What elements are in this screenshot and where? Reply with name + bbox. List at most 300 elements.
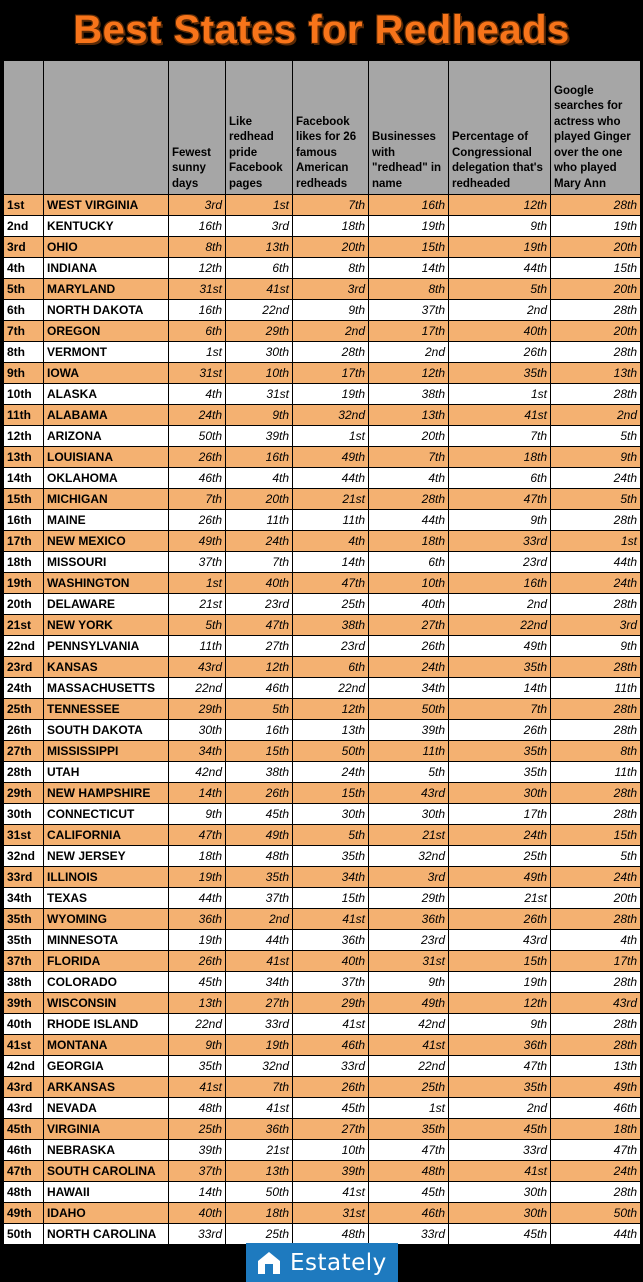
facebook-likes-cell: 15th <box>293 783 369 804</box>
sunny-days-cell: 4th <box>169 384 226 405</box>
congressional-cell: 22nd <box>449 615 551 636</box>
sunny-days-cell: 31st <box>169 363 226 384</box>
sunny-days-cell: 21st <box>169 594 226 615</box>
rank-cell: 40th <box>4 1014 44 1035</box>
state-cell: RHODE ISLAND <box>44 1014 169 1035</box>
businesses-cell: 27th <box>369 615 449 636</box>
google-searches-cell: 43rd <box>551 993 641 1014</box>
sunny-days-cell: 42nd <box>169 762 226 783</box>
google-searches-cell: 18th <box>551 1119 641 1140</box>
rank-cell: 50th <box>4 1224 44 1245</box>
header-google-searches: Google searches for actress who played Ginger over the one who played Mary Ann <box>551 61 641 195</box>
state-cell: SOUTH CAROLINA <box>44 1161 169 1182</box>
facebook-likes-cell: 40th <box>293 951 369 972</box>
table-row <box>4 1077 641 1098</box>
header-facebook-likes: Facebook likes for 26 famous American redheads <box>293 61 369 195</box>
google-searches-cell: 13th <box>551 1056 641 1077</box>
redhead-pride-cell: 12th <box>226 657 293 678</box>
redhead-pride-cell: 23rd <box>226 594 293 615</box>
google-searches-cell: 28th <box>551 1035 641 1056</box>
facebook-likes-cell: 36th <box>293 930 369 951</box>
sunny-days-cell: 11th <box>169 636 226 657</box>
rank-cell: 31st <box>4 825 44 846</box>
rank-cell: 47th <box>4 1161 44 1182</box>
google-searches-cell: 8th <box>551 741 641 762</box>
facebook-likes-cell: 50th <box>293 741 369 762</box>
google-searches-cell: 28th <box>551 720 641 741</box>
facebook-likes-cell: 37th <box>293 972 369 993</box>
google-searches-cell: 11th <box>551 762 641 783</box>
redhead-pride-cell: 10th <box>226 363 293 384</box>
google-searches-cell: 5th <box>551 489 641 510</box>
redhead-pride-cell: 27th <box>226 993 293 1014</box>
facebook-likes-cell: 26th <box>293 1077 369 1098</box>
google-searches-cell: 28th <box>551 594 641 615</box>
facebook-likes-cell: 24th <box>293 762 369 783</box>
state-cell: ALASKA <box>44 384 169 405</box>
sunny-days-cell: 37th <box>169 552 226 573</box>
congressional-cell: 21st <box>449 888 551 909</box>
rank-cell: 12th <box>4 426 44 447</box>
facebook-likes-cell: 49th <box>293 447 369 468</box>
businesses-cell: 34th <box>369 678 449 699</box>
header-redhead-pride: Like redhead pride Facebook pages <box>226 61 293 195</box>
sunny-days-cell: 48th <box>169 1098 226 1119</box>
state-cell: DELAWARE <box>44 594 169 615</box>
table-row <box>4 951 641 972</box>
google-searches-cell: 28th <box>551 804 641 825</box>
rank-cell: 34th <box>4 888 44 909</box>
businesses-cell: 6th <box>369 552 449 573</box>
google-searches-cell: 28th <box>551 195 641 216</box>
sunny-days-cell: 19th <box>169 930 226 951</box>
businesses-cell: 40th <box>369 594 449 615</box>
state-cell: WYOMING <box>44 909 169 930</box>
table-row <box>4 867 641 888</box>
businesses-cell: 48th <box>369 1161 449 1182</box>
sunny-days-cell: 14th <box>169 783 226 804</box>
state-cell: MONTANA <box>44 1035 169 1056</box>
facebook-likes-cell: 27th <box>293 1119 369 1140</box>
congressional-cell: 30th <box>449 1203 551 1224</box>
congressional-cell: 45th <box>449 1224 551 1245</box>
congressional-cell: 12th <box>449 993 551 1014</box>
congressional-cell: 19th <box>449 237 551 258</box>
rankings-table <box>3 60 641 1245</box>
google-searches-cell: 24th <box>551 867 641 888</box>
businesses-cell: 4th <box>369 468 449 489</box>
redhead-pride-cell: 16th <box>226 720 293 741</box>
congressional-cell: 33rd <box>449 531 551 552</box>
table-row <box>4 636 641 657</box>
state-cell: PENNSYLVANIA <box>44 636 169 657</box>
sunny-days-cell: 50th <box>169 426 226 447</box>
google-searches-cell: 50th <box>551 1203 641 1224</box>
redhead-pride-cell: 27th <box>226 636 293 657</box>
google-searches-cell: 17th <box>551 951 641 972</box>
table-row <box>4 489 641 510</box>
state-cell: VERMONT <box>44 342 169 363</box>
state-cell: ARIZONA <box>44 426 169 447</box>
congressional-cell: 41st <box>449 1161 551 1182</box>
businesses-cell: 32nd <box>369 846 449 867</box>
google-searches-cell: 28th <box>551 783 641 804</box>
header-rank <box>4 61 44 195</box>
google-searches-cell: 13th <box>551 363 641 384</box>
redhead-pride-cell: 36th <box>226 1119 293 1140</box>
rank-cell: 5th <box>4 279 44 300</box>
sunny-days-cell: 39th <box>169 1140 226 1161</box>
facebook-likes-cell: 44th <box>293 468 369 489</box>
sunny-days-cell: 16th <box>169 300 226 321</box>
redhead-pride-cell: 4th <box>226 468 293 489</box>
businesses-cell: 39th <box>369 720 449 741</box>
rank-cell: 30th <box>4 804 44 825</box>
google-searches-cell: 20th <box>551 279 641 300</box>
sunny-days-cell: 40th <box>169 1203 226 1224</box>
sunny-days-cell: 19th <box>169 867 226 888</box>
table-row <box>4 594 641 615</box>
table-row <box>4 510 641 531</box>
google-searches-cell: 28th <box>551 342 641 363</box>
redhead-pride-cell: 25th <box>226 1224 293 1245</box>
sunny-days-cell: 37th <box>169 1161 226 1182</box>
congressional-cell: 19th <box>449 972 551 993</box>
table-row <box>4 426 641 447</box>
table-row <box>4 237 641 258</box>
sunny-days-cell: 22nd <box>169 1014 226 1035</box>
state-cell: VIRGINIA <box>44 1119 169 1140</box>
facebook-likes-cell: 41st <box>293 1014 369 1035</box>
rank-cell: 45th <box>4 1119 44 1140</box>
redhead-pride-cell: 21st <box>226 1140 293 1161</box>
sunny-days-cell: 46th <box>169 468 226 489</box>
rank-cell: 43rd <box>4 1098 44 1119</box>
businesses-cell: 15th <box>369 237 449 258</box>
congressional-cell: 7th <box>449 426 551 447</box>
table-row <box>4 909 641 930</box>
state-cell: OKLAHOMA <box>44 468 169 489</box>
redhead-pride-cell: 39th <box>226 426 293 447</box>
redhead-pride-cell: 5th <box>226 699 293 720</box>
redhead-pride-cell: 41st <box>226 279 293 300</box>
state-cell: FLORIDA <box>44 951 169 972</box>
table-row <box>4 405 641 426</box>
facebook-likes-cell: 20th <box>293 237 369 258</box>
congressional-cell: 5th <box>449 279 551 300</box>
facebook-likes-cell: 6th <box>293 657 369 678</box>
table-row <box>4 720 641 741</box>
table-row <box>4 888 641 909</box>
google-searches-cell: 20th <box>551 237 641 258</box>
table-row <box>4 1140 641 1161</box>
rank-cell: 15th <box>4 489 44 510</box>
sunny-days-cell: 47th <box>169 825 226 846</box>
sunny-days-cell: 7th <box>169 489 226 510</box>
sunny-days-cell: 44th <box>169 888 226 909</box>
table-row <box>4 342 641 363</box>
state-cell: MASSACHUSETTS <box>44 678 169 699</box>
redhead-pride-cell: 30th <box>226 342 293 363</box>
sunny-days-cell: 26th <box>169 510 226 531</box>
congressional-cell: 7th <box>449 699 551 720</box>
redhead-pride-cell: 45th <box>226 804 293 825</box>
facebook-likes-cell: 41st <box>293 1182 369 1203</box>
facebook-likes-cell: 32nd <box>293 405 369 426</box>
state-cell: IOWA <box>44 363 169 384</box>
businesses-cell: 24th <box>369 657 449 678</box>
state-cell: MICHIGAN <box>44 489 169 510</box>
sunny-days-cell: 43rd <box>169 657 226 678</box>
google-searches-cell: 15th <box>551 825 641 846</box>
sunny-days-cell: 22nd <box>169 678 226 699</box>
sunny-days-cell: 3rd <box>169 195 226 216</box>
businesses-cell: 46th <box>369 1203 449 1224</box>
rank-cell: 18th <box>4 552 44 573</box>
rank-cell: 49th <box>4 1203 44 1224</box>
state-cell: NORTH DAKOTA <box>44 300 169 321</box>
header-sunny-days: Fewest sunny days <box>169 61 226 195</box>
sunny-days-cell: 24th <box>169 405 226 426</box>
sunny-days-cell: 49th <box>169 531 226 552</box>
table-row <box>4 573 641 594</box>
sunny-days-cell: 8th <box>169 237 226 258</box>
congressional-cell: 45th <box>449 1119 551 1140</box>
rank-cell: 35th <box>4 909 44 930</box>
sunny-days-cell: 1st <box>169 342 226 363</box>
state-cell: MISSISSIPPI <box>44 741 169 762</box>
rank-cell: 48th <box>4 1182 44 1203</box>
facebook-likes-cell: 28th <box>293 342 369 363</box>
header-state <box>44 61 169 195</box>
table-row <box>4 972 641 993</box>
rank-cell: 23rd <box>4 657 44 678</box>
table-row <box>4 1056 641 1077</box>
house-icon <box>256 1250 282 1276</box>
table-row <box>4 1182 641 1203</box>
congressional-cell: 35th <box>449 741 551 762</box>
state-cell: NEW JERSEY <box>44 846 169 867</box>
congressional-cell: 43rd <box>449 930 551 951</box>
brand-name: Estately <box>290 1249 387 1276</box>
google-searches-cell: 1st <box>551 531 641 552</box>
congressional-cell: 36th <box>449 1035 551 1056</box>
sunny-days-cell: 9th <box>169 804 226 825</box>
state-cell: KANSAS <box>44 657 169 678</box>
google-searches-cell: 24th <box>551 573 641 594</box>
google-searches-cell: 28th <box>551 699 641 720</box>
facebook-likes-cell: 14th <box>293 552 369 573</box>
table-row <box>4 825 641 846</box>
sunny-days-cell: 9th <box>169 1035 226 1056</box>
state-cell: MARYLAND <box>44 279 169 300</box>
businesses-cell: 1st <box>369 1098 449 1119</box>
state-cell: KENTUCKY <box>44 216 169 237</box>
rank-cell: 13th <box>4 447 44 468</box>
state-cell: WASHINGTON <box>44 573 169 594</box>
businesses-cell: 31st <box>369 951 449 972</box>
businesses-cell: 5th <box>369 762 449 783</box>
facebook-likes-cell: 46th <box>293 1035 369 1056</box>
state-cell: MISSOURI <box>44 552 169 573</box>
state-cell: UTAH <box>44 762 169 783</box>
table-row <box>4 678 641 699</box>
businesses-cell: 49th <box>369 993 449 1014</box>
redhead-pride-cell: 41st <box>226 1098 293 1119</box>
congressional-cell: 30th <box>449 1182 551 1203</box>
facebook-likes-cell: 48th <box>293 1224 369 1245</box>
facebook-likes-cell: 39th <box>293 1161 369 1182</box>
redhead-pride-cell: 11th <box>226 510 293 531</box>
businesses-cell: 7th <box>369 447 449 468</box>
rank-cell: 28th <box>4 762 44 783</box>
congressional-cell: 1st <box>449 384 551 405</box>
congressional-cell: 35th <box>449 657 551 678</box>
header-businesses: Businesses with "redhead" in name <box>369 61 449 195</box>
rank-cell: 42nd <box>4 1056 44 1077</box>
rank-cell: 22nd <box>4 636 44 657</box>
facebook-likes-cell: 23rd <box>293 636 369 657</box>
google-searches-cell: 5th <box>551 846 641 867</box>
businesses-cell: 18th <box>369 531 449 552</box>
redhead-pride-cell: 20th <box>226 489 293 510</box>
businesses-cell: 29th <box>369 888 449 909</box>
table-row <box>4 1098 641 1119</box>
state-cell: ILLINOIS <box>44 867 169 888</box>
google-searches-cell: 28th <box>551 384 641 405</box>
state-cell: WEST VIRGINIA <box>44 195 169 216</box>
google-searches-cell: 11th <box>551 678 641 699</box>
congressional-cell: 9th <box>449 510 551 531</box>
sunny-days-cell: 5th <box>169 615 226 636</box>
rank-cell: 16th <box>4 510 44 531</box>
table-row <box>4 699 641 720</box>
redhead-pride-cell: 29th <box>226 321 293 342</box>
redhead-pride-cell: 50th <box>226 1182 293 1203</box>
state-cell: OHIO <box>44 237 169 258</box>
facebook-likes-cell: 11th <box>293 510 369 531</box>
businesses-cell: 11th <box>369 741 449 762</box>
facebook-likes-cell: 15th <box>293 888 369 909</box>
header-row <box>4 61 641 195</box>
congressional-cell: 40th <box>449 321 551 342</box>
table-row <box>4 300 641 321</box>
businesses-cell: 12th <box>369 363 449 384</box>
businesses-cell: 20th <box>369 426 449 447</box>
congressional-cell: 49th <box>449 867 551 888</box>
redhead-pride-cell: 13th <box>226 1161 293 1182</box>
congressional-cell: 6th <box>449 468 551 489</box>
facebook-likes-cell: 22nd <box>293 678 369 699</box>
facebook-likes-cell: 29th <box>293 993 369 1014</box>
state-cell: ARKANSAS <box>44 1077 169 1098</box>
congressional-cell: 41st <box>449 405 551 426</box>
state-cell: HAWAII <box>44 1182 169 1203</box>
sunny-days-cell: 31st <box>169 279 226 300</box>
sunny-days-cell: 18th <box>169 846 226 867</box>
congressional-cell: 25th <box>449 846 551 867</box>
state-cell: INDIANA <box>44 258 169 279</box>
redhead-pride-cell: 41st <box>226 951 293 972</box>
sunny-days-cell: 16th <box>169 216 226 237</box>
state-cell: NEVADA <box>44 1098 169 1119</box>
redhead-pride-cell: 44th <box>226 930 293 951</box>
rank-cell: 46th <box>4 1140 44 1161</box>
table-row <box>4 321 641 342</box>
rank-cell: 11th <box>4 405 44 426</box>
google-searches-cell: 28th <box>551 657 641 678</box>
facebook-likes-cell: 25th <box>293 594 369 615</box>
state-cell: LOUISIANA <box>44 447 169 468</box>
redhead-pride-cell: 22nd <box>226 300 293 321</box>
state-cell: COLORADO <box>44 972 169 993</box>
rank-cell: 21st <box>4 615 44 636</box>
congressional-cell: 44th <box>449 258 551 279</box>
businesses-cell: 36th <box>369 909 449 930</box>
redhead-pride-cell: 26th <box>226 783 293 804</box>
businesses-cell: 33rd <box>369 1224 449 1245</box>
table-row <box>4 615 641 636</box>
facebook-likes-cell: 8th <box>293 258 369 279</box>
redhead-pride-cell: 1st <box>226 195 293 216</box>
sunny-days-cell: 36th <box>169 909 226 930</box>
redhead-pride-cell: 34th <box>226 972 293 993</box>
redhead-pride-cell: 2nd <box>226 909 293 930</box>
congressional-cell: 49th <box>449 636 551 657</box>
redhead-pride-cell: 33rd <box>226 1014 293 1035</box>
sunny-days-cell: 1st <box>169 573 226 594</box>
state-cell: MINNESOTA <box>44 930 169 951</box>
state-cell: NEW MEXICO <box>44 531 169 552</box>
google-searches-cell: 4th <box>551 930 641 951</box>
estately-logo[interactable] <box>246 1243 398 1282</box>
businesses-cell: 21st <box>369 825 449 846</box>
state-cell: NEW HAMPSHIRE <box>44 783 169 804</box>
facebook-likes-cell: 5th <box>293 825 369 846</box>
table-row <box>4 846 641 867</box>
state-cell: NEW YORK <box>44 615 169 636</box>
redhead-pride-cell: 19th <box>226 1035 293 1056</box>
congressional-cell: 2nd <box>449 594 551 615</box>
congressional-cell: 9th <box>449 1014 551 1035</box>
google-searches-cell: 47th <box>551 1140 641 1161</box>
businesses-cell: 38th <box>369 384 449 405</box>
rank-cell: 26th <box>4 720 44 741</box>
businesses-cell: 37th <box>369 300 449 321</box>
google-searches-cell: 44th <box>551 552 641 573</box>
businesses-cell: 35th <box>369 1119 449 1140</box>
sunny-days-cell: 30th <box>169 720 226 741</box>
congressional-cell: 26th <box>449 720 551 741</box>
rank-cell: 8th <box>4 342 44 363</box>
congressional-cell: 26th <box>449 909 551 930</box>
congressional-cell: 35th <box>449 363 551 384</box>
redhead-pride-cell: 37th <box>226 888 293 909</box>
header-congressional: Percentage of Congressional delegation that's redheaded <box>449 61 551 195</box>
businesses-cell: 42nd <box>369 1014 449 1035</box>
sunny-days-cell: 29th <box>169 699 226 720</box>
rank-cell: 38th <box>4 972 44 993</box>
facebook-likes-cell: 31st <box>293 1203 369 1224</box>
rank-cell: 3rd <box>4 237 44 258</box>
state-cell: NEBRASKA <box>44 1140 169 1161</box>
businesses-cell: 9th <box>369 972 449 993</box>
table-row <box>4 1119 641 1140</box>
redhead-pride-cell: 38th <box>226 762 293 783</box>
redhead-pride-cell: 32nd <box>226 1056 293 1077</box>
facebook-likes-cell: 35th <box>293 846 369 867</box>
congressional-cell: 47th <box>449 489 551 510</box>
